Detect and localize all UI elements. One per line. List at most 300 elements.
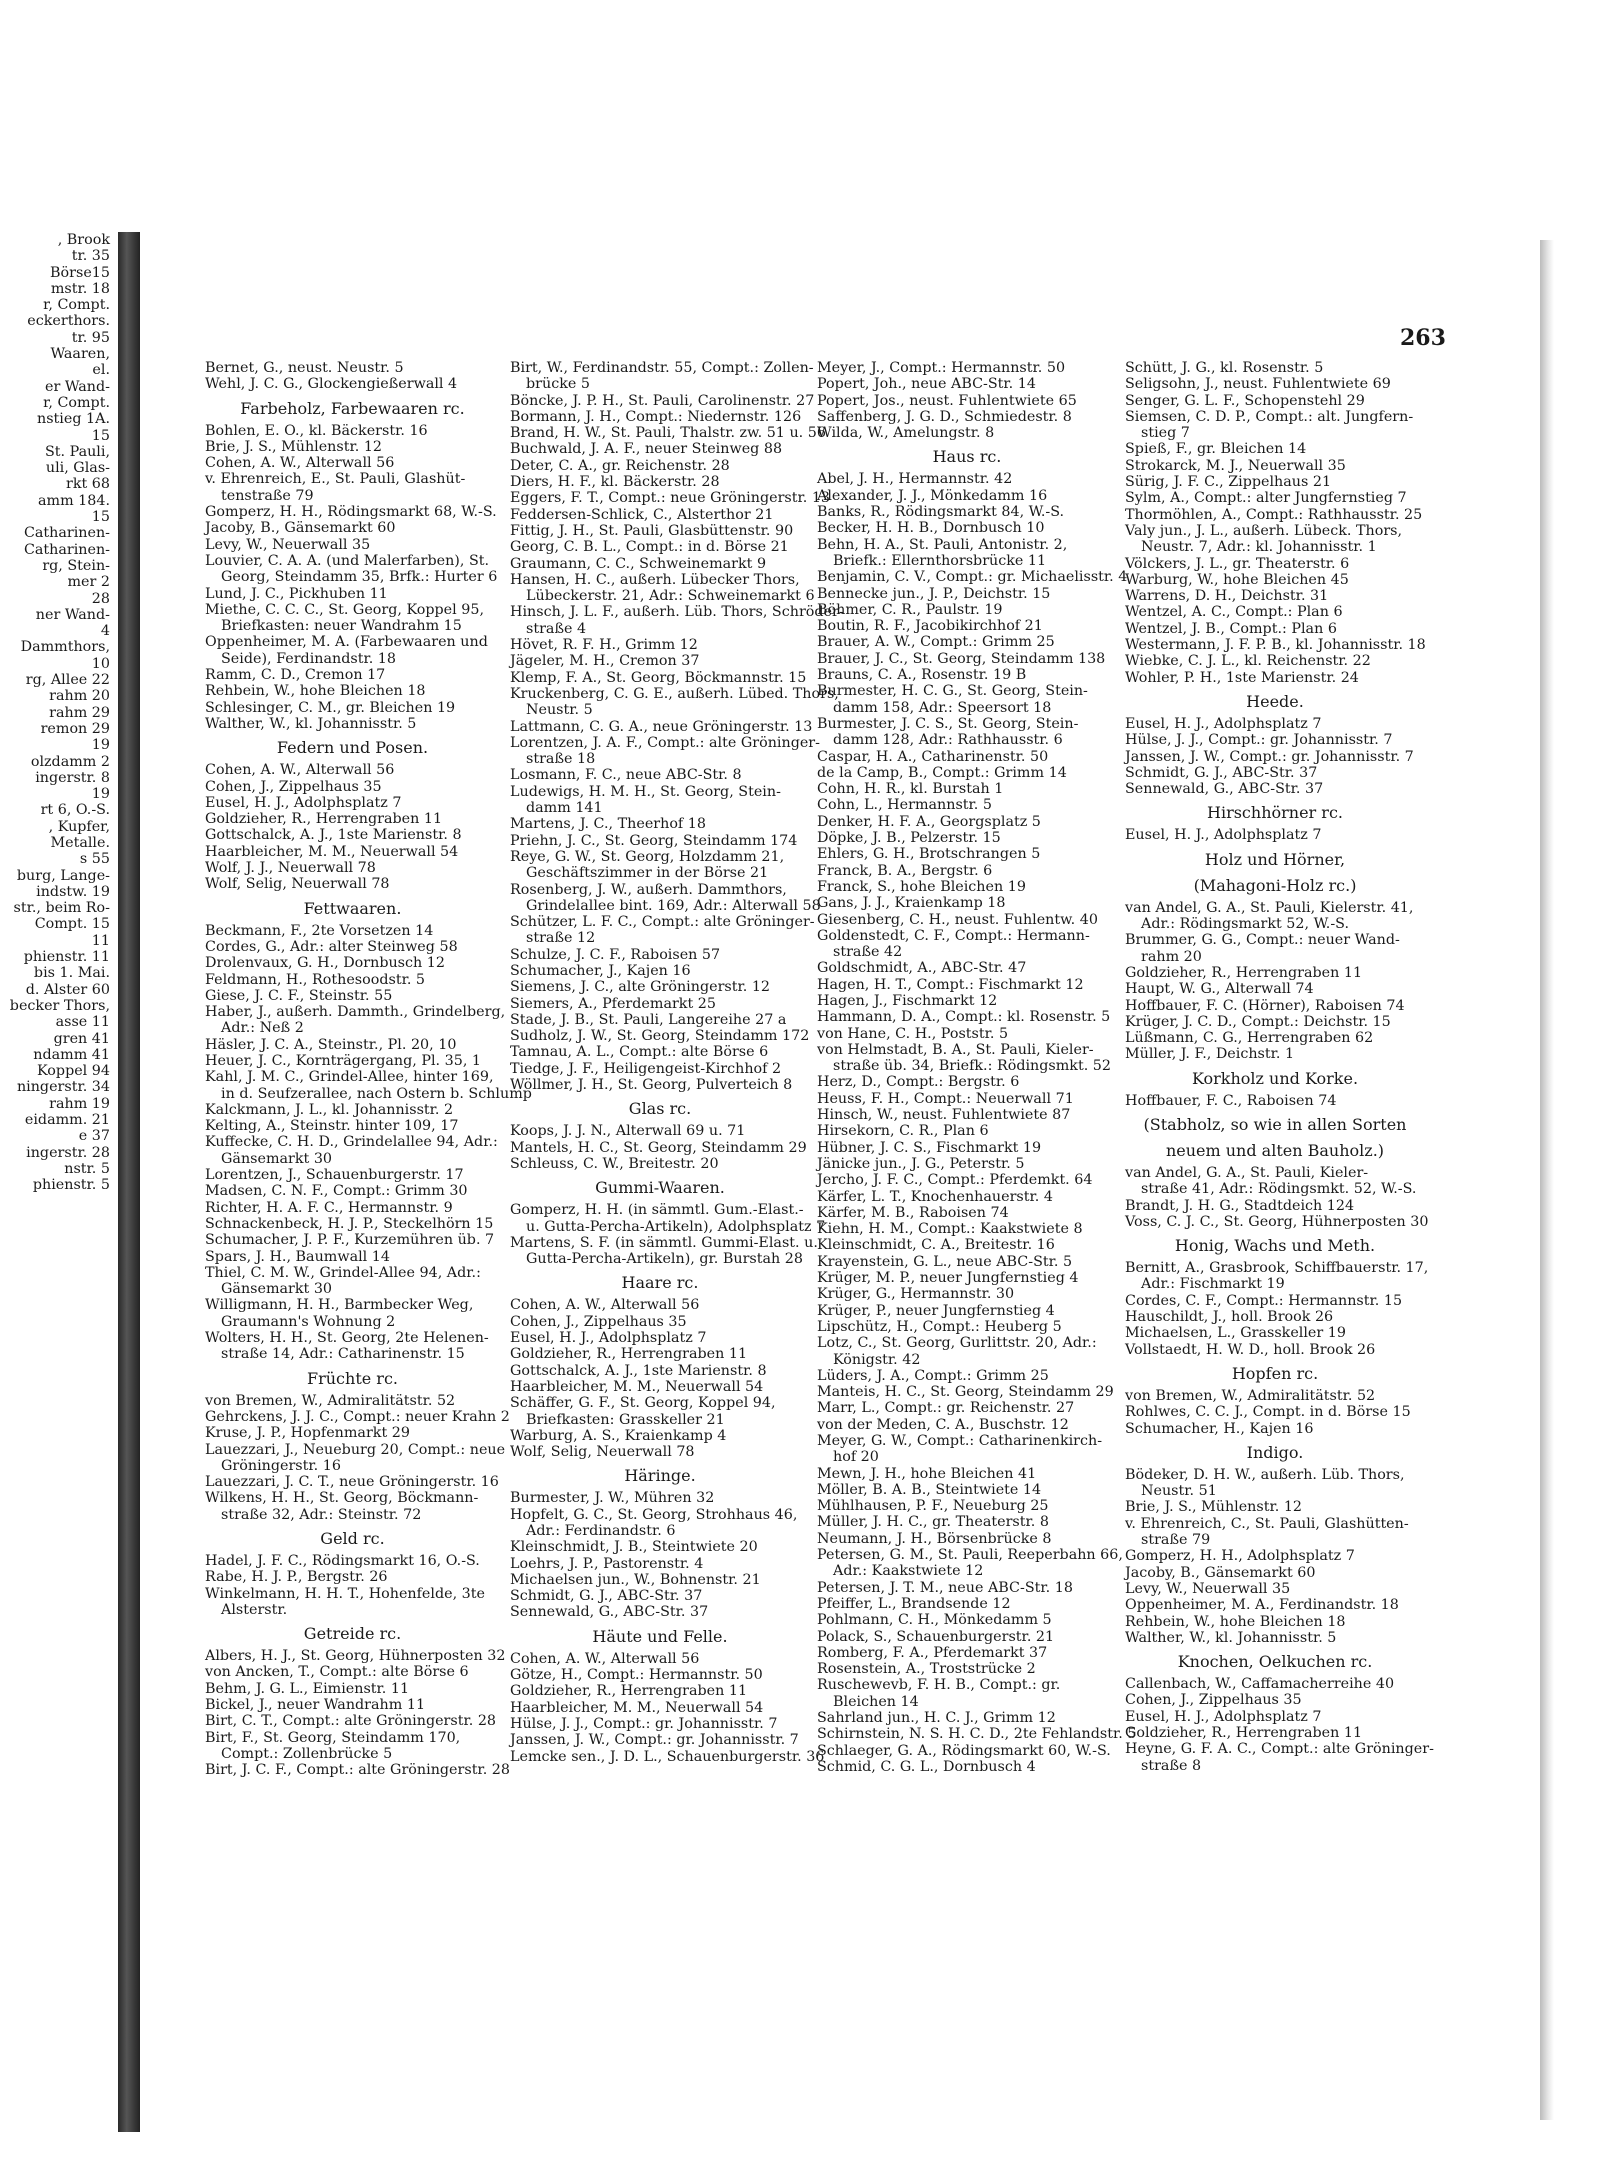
directory-entry: Beckmann, F., 2te Vorsetzen 14 bbox=[205, 922, 434, 939]
fragment-line: 15 bbox=[91, 427, 110, 444]
directory-entry: Cohen, A. W., Alterwall 56 bbox=[205, 762, 395, 779]
directory-entry: straße üb. 34, Briefk.: Rödingsmkt. 52 bbox=[833, 1058, 1112, 1075]
directory-entry: Rosenberg, J. W., außerh. Dammthors, bbox=[510, 881, 787, 898]
fragment-line: nstr. 5 bbox=[64, 1160, 110, 1177]
directory-entry: Ramm, C. D., Cremon 17 bbox=[205, 667, 386, 684]
section-heading: Knochen, Oelkuchen rc. bbox=[1177, 1652, 1373, 1672]
directory-entry: Martens, J. C., Theerhof 18 bbox=[510, 816, 706, 833]
directory-entry: Walther, W., kl. Johannisstr. 5 bbox=[1125, 1629, 1337, 1646]
directory-entry: Krüger, M. P., neuer Jungfernstieg 4 bbox=[817, 1270, 1079, 1287]
directory-entry: Franck, S., hohe Bleichen 19 bbox=[817, 878, 1026, 895]
section-heading: Heede. bbox=[1246, 691, 1304, 711]
directory-entry: Haber, J., außerh. Dammth., Grindelberg, bbox=[205, 1004, 506, 1021]
directory-entry: Warburg, W., hohe Bleichen 45 bbox=[1125, 571, 1349, 588]
directory-entry: Siemers, A., Pferdemarkt 25 bbox=[510, 995, 716, 1012]
fragment-line: mstr. 18 bbox=[50, 280, 110, 297]
directory-entry: Neustr. 51 bbox=[1141, 1483, 1217, 1500]
directory-entry: Krüger, G., Hermannstr. 30 bbox=[817, 1286, 1015, 1303]
directory-entry: Lund, J. C., Pickhuben 11 bbox=[205, 585, 388, 602]
directory-entry: Wolf, J. J., Neuerwall 78 bbox=[205, 860, 376, 877]
directory-entry: Heuer, J. C., Kornträgergang, Pl. 35, 1 bbox=[205, 1052, 482, 1069]
directory-entry: Lorentzen, J., Schauenburgerstr. 17 bbox=[205, 1167, 464, 1184]
fragment-line: bis 1. Mai. bbox=[33, 965, 110, 982]
directory-entry: Cohen, A. W., Alterwall 56 bbox=[510, 1650, 700, 1667]
fragment-line: Catharinen- bbox=[23, 525, 110, 542]
directory-entry: Adr.: Rödingsmarkt 52, W.-S. bbox=[1141, 916, 1349, 933]
directory-entry: Krüger, J. C. D., Compt.: Deichstr. 15 bbox=[1125, 1013, 1391, 1030]
directory-entry: Hauschildt, J., holl. Brook 26 bbox=[1125, 1309, 1334, 1326]
directory-entry: von Helmstadt, B. A., St. Pauli, Kieler- bbox=[817, 1041, 1094, 1058]
directory-entry: von Ancken, T., Compt.: alte Börse 6 bbox=[205, 1664, 469, 1681]
directory-entry: Drolenvaux, G. H., Dornbusch 12 bbox=[205, 955, 445, 972]
directory-entry: Goldzieher, R., Herrengraben 11 bbox=[510, 1346, 748, 1363]
directory-entry: Spieß, F., gr. Bleichen 14 bbox=[1125, 441, 1307, 458]
directory-entry: Brauns, C. A., Rosenstr. 19 B bbox=[817, 667, 1027, 684]
directory-entry: Meyer, J., Compt.: Hermannstr. 50 bbox=[817, 360, 1066, 376]
fragment-line: eidamm. 21 bbox=[24, 1112, 110, 1129]
directory-entry: Grindelallee bint. 169, Adr.: Alterwall 58 bbox=[526, 897, 821, 914]
fragment-line: rg, Allee 22 bbox=[25, 672, 110, 689]
directory-entry: Goldschmidt, A., ABC-Str. 47 bbox=[817, 960, 1027, 977]
directory-entry: Abel, J. H., Hermannstr. 42 bbox=[817, 471, 1013, 488]
directory-entry: Haarbleicher, M. M., Neuerwall 54 bbox=[205, 843, 459, 860]
directory-entry: Eusel, H. J., Adolphsplatz 7 bbox=[205, 794, 402, 811]
directory-entry: Schulze, J. C. F., Raboisen 57 bbox=[510, 946, 721, 963]
directory-entry: Gomperz, H. H., Adolphsplatz 7 bbox=[1125, 1548, 1355, 1565]
fragment-line: 28 bbox=[91, 590, 110, 607]
directory-entry: u. Gutta-Percha-Artikeln), Adolphsplatz 7 bbox=[526, 1218, 826, 1235]
fragment-line: olzdamm 2 bbox=[30, 753, 110, 770]
directory-entry: Rehbein, W., hohe Bleichen 18 bbox=[1125, 1613, 1346, 1630]
directory-entry: Sennewald, G., ABC-Str. 37 bbox=[510, 1604, 709, 1621]
page-number: 263 bbox=[1400, 325, 1446, 351]
fragment-line: ner Wand- bbox=[35, 606, 110, 623]
directory-entry: Banks, R., Rödingsmarkt 84, W.-S. bbox=[817, 504, 1065, 521]
directory-entry: v. Ehrenreich, C., St. Pauli, Glashütten- bbox=[1125, 1515, 1409, 1532]
directory-entry: Adr.: Kaakstwiete 12 bbox=[833, 1563, 984, 1580]
directory-entry: straße 32, Adr.: Steinstr. 72 bbox=[221, 1506, 422, 1523]
directory-entry: Alexander, J. J., Mönkedamm 16 bbox=[817, 487, 1048, 504]
directory-entry: Gans, J. J., Kraienkamp 18 bbox=[817, 895, 1006, 912]
directory-entry: Jacoby, B., Gänsemarkt 60 bbox=[205, 520, 396, 537]
fragment-line: str., beim Ro- bbox=[13, 900, 110, 917]
directory-entry: Brand, H. W., St. Pauli, Thalstr. zw. 51 u. 56 bbox=[510, 425, 826, 442]
directory-entry: hof 20 bbox=[833, 1449, 879, 1466]
directory-entry: Hinsch, W., neust. Fuhlentwiete 87 bbox=[817, 1107, 1071, 1124]
directory-entry: Jänicke jun., J. G., Peterstr. 5 bbox=[817, 1155, 1025, 1172]
directory-entry: Bleichen 14 bbox=[833, 1693, 919, 1710]
directory-entry: Cordes, C. F., Compt.: Hermannstr. 15 bbox=[1125, 1292, 1403, 1309]
directory-entry: Vollstaedt, H. W. D., holl. Brook 26 bbox=[1125, 1341, 1376, 1358]
directory-entry: Bernet, G., neust. Neustr. 5 bbox=[205, 360, 404, 376]
fragment-line: 19 bbox=[91, 786, 110, 803]
directory-entry: Eusel, H. J., Adolphsplatz 7 bbox=[510, 1330, 707, 1347]
directory-entry: Gomperz, H. H. (in sämmtl. Gum.-Elast.- bbox=[510, 1202, 804, 1219]
directory-entry: damm 128, Adr.: Rathhausstr. 6 bbox=[833, 732, 1063, 749]
directory-entry: Michaelsen, L., Grasskeller 19 bbox=[1125, 1325, 1346, 1342]
directory-entry: Eggers, F. T., Compt.: neue Gröningerstr. 13 bbox=[510, 490, 831, 507]
directory-entry: Tamnau, A. L., Compt.: alte Börse 6 bbox=[510, 1044, 769, 1061]
fragment-line: phienstr. 5 bbox=[32, 1177, 110, 1194]
directory-entry: Brauer, A. W., Compt.: Grimm 25 bbox=[817, 634, 1055, 651]
directory-entry: straße 18 bbox=[526, 751, 596, 768]
directory-entry: Behn, H. A., St. Pauli, Antonistr. 2, bbox=[817, 536, 1068, 553]
directory-entry: Petersen, J. T. M., neue ABC-Str. 18 bbox=[817, 1579, 1073, 1596]
directory-entry: Häsler, J. C. A., Steinstr., Pl. 20, 10 bbox=[205, 1036, 457, 1053]
fragment-line: 4 bbox=[100, 623, 110, 640]
directory-entry: Hoffbauer, F. C. (Hörner), Raboisen 74 bbox=[1125, 997, 1405, 1014]
directory-entry: Compt.: Zollenbrücke 5 bbox=[221, 1745, 393, 1762]
directory-entry: Neumann, J. H., Börsenbrücke 8 bbox=[817, 1530, 1052, 1547]
directory-entry: Jacoby, B., Gänsemarkt 60 bbox=[1125, 1564, 1316, 1581]
directory-entry: Burmester, H. C. G., St. Georg, Stein- bbox=[817, 683, 1088, 700]
directory-entry: Gänsemarkt 30 bbox=[221, 1281, 333, 1298]
directory-entry: Lauezzari, J., Neueburg 20, Compt.: neue bbox=[205, 1441, 506, 1458]
directory-entry: Gomperz, H. H., Rödingsmarkt 68, W.-S. bbox=[205, 504, 497, 521]
section-heading: Früchte rc. bbox=[307, 1368, 398, 1388]
directory-entry: Madsen, C. N. F., Compt.: Grimm 30 bbox=[205, 1183, 468, 1200]
directory-entry: Westermann, J. F. P. B., kl. Johannisstr. 18 bbox=[1125, 637, 1426, 654]
fragment-line: er Wand- bbox=[44, 378, 110, 395]
directory-entry: Kalckmann, J. L., kl. Johannisstr. 2 bbox=[205, 1101, 454, 1118]
directory-entry: Seide), Ferdinandstr. 18 bbox=[221, 650, 396, 667]
directory-entry: Alsterstr. bbox=[221, 1601, 288, 1618]
directory-entry: Goldzieher, R., Herrengraben 11 bbox=[1125, 1725, 1363, 1741]
directory-entry: Wiebke, C. J. L., kl. Reichenstr. 22 bbox=[1125, 653, 1371, 670]
fragment-line: phienstr. 11 bbox=[23, 949, 110, 966]
fragment-line: ingerstr. 28 bbox=[26, 1144, 110, 1161]
directory-entry: Schumacher, J. P. F., Kurzemühren üb. 7 bbox=[205, 1232, 495, 1249]
fragment-line: , Brook bbox=[57, 232, 110, 248]
fragment-line: rahm 19 bbox=[49, 1095, 110, 1112]
directory-entry: Warrens, D. H., Deichstr. 31 bbox=[1125, 588, 1329, 605]
directory-entry: Lübeckerstr. 21, Adr.: Schweinemarkt 6 bbox=[526, 588, 815, 605]
fragment-line: gren 41 bbox=[53, 1030, 110, 1047]
directory-entry: Haarbleicher, M. M., Neuerwall 54 bbox=[510, 1699, 764, 1716]
directory-entry: Königstr. 42 bbox=[833, 1351, 921, 1368]
directory-entry: Briefk.: Ellernthorsbrücke 11 bbox=[833, 552, 1047, 569]
directory-entry: Goldzieher, R., Herrengraben 11 bbox=[1125, 964, 1363, 981]
fragment-line: 15 bbox=[91, 509, 110, 526]
directory-entry: Gänsemarkt 30 bbox=[221, 1150, 333, 1167]
directory-entry: Seligsohn, J., neust. Fuhlentwiete 69 bbox=[1125, 376, 1391, 393]
directory-entry: Lipschütz, H., Compt.: Heuberg 5 bbox=[817, 1318, 1062, 1335]
directory-entry: von der Meden, C. A., Buschstr. 12 bbox=[817, 1416, 1069, 1433]
fragment-line: burg, Lange- bbox=[16, 867, 110, 884]
directory-entry: Miethe, C. C. C., St. Georg, Koppel 95, bbox=[205, 601, 484, 618]
directory-entry: Klemp, F. A., St. Georg, Böckmannstr. 15 bbox=[510, 669, 807, 686]
directory-entry: Mewn, J. H., hohe Bleichen 41 bbox=[817, 1465, 1037, 1482]
directory-entry: Birt, C. T., Compt.: alte Gröningerstr. 28 bbox=[205, 1713, 497, 1730]
fragment-line: s 55 bbox=[79, 851, 110, 868]
fragment-line: Compt. 15 bbox=[34, 916, 110, 933]
fragment-line: St. Pauli, bbox=[44, 443, 110, 460]
directory-entry: Loehrs, J. P., Pastorenstr. 4 bbox=[510, 1555, 704, 1572]
directory-entry: Cohen, A. W., Alterwall 56 bbox=[510, 1297, 700, 1314]
directory-entry: Schumacher, H., Kajen 16 bbox=[1125, 1420, 1314, 1437]
directory-entry: Siemsen, C. D. P., Compt.: alt. Jungfern- bbox=[1125, 408, 1414, 425]
directory-entry: Ludewigs, H. M. H., St. Georg, Stein- bbox=[510, 783, 781, 800]
directory-entry: von Bremen, W., Admiralitätstr. 52 bbox=[1125, 1387, 1376, 1404]
directory-entry: Siemens, J. C., alte Gröningerstr. 12 bbox=[510, 979, 771, 996]
directory-entry: Graumann's Wohnung 2 bbox=[221, 1313, 396, 1330]
fragment-line: Catharinen- bbox=[23, 541, 110, 558]
directory-entry: Giese, J. C. F., Steinstr. 55 bbox=[205, 987, 393, 1004]
directory-entry: Hoffbauer, F. C., Raboisen 74 bbox=[1125, 1092, 1337, 1109]
directory-entry: Birt, F., St. Georg, Steindamm 170, bbox=[205, 1729, 461, 1746]
directory-entry: straße 79 bbox=[1141, 1532, 1211, 1549]
directory-entry: Heuss, F. H., Compt.: Neuerwall 71 bbox=[817, 1090, 1074, 1107]
directory-entry: Bickel, J., neuer Wandrahm 11 bbox=[205, 1697, 426, 1714]
directory-entry: straße 8 bbox=[1141, 1757, 1202, 1774]
directory-entry: Haupt, W. G., Alterwall 74 bbox=[1125, 981, 1314, 998]
directory-entry: Goldzieher, R., Herrengraben 11 bbox=[205, 811, 443, 828]
directory-entry: Lorentzen, J. A. F., Compt.: alte Gröninger- bbox=[510, 734, 820, 751]
directory-entry: Bödeker, D. H. W., außerh. Lüb. Thors, bbox=[1125, 1466, 1405, 1483]
directory-entry: Eusel, H. J., Adolphsplatz 7 bbox=[1125, 1708, 1322, 1725]
directory-entry: Cohen, A. W., Alterwall 56 bbox=[205, 455, 395, 472]
directory-entry: Oppenheimer, M. A., Ferdinandstr. 18 bbox=[1125, 1597, 1399, 1614]
directory-entry: Winkelmann, H. H. T., Hohenfelde, 3te bbox=[205, 1585, 485, 1602]
directory-entry: Wilda, W., Amelungstr. 8 bbox=[817, 425, 995, 442]
directory-entry: Hagen, H. T., Compt.: Fischmarkt 12 bbox=[817, 976, 1084, 993]
directory-entry: Hadel, J. F. C., Rödingsmarkt 16, O.-S. bbox=[205, 1553, 480, 1569]
directory-entry: Walther, W., kl. Johannisstr. 5 bbox=[205, 715, 417, 732]
fragment-line: mer 2 bbox=[67, 574, 110, 591]
directory-entry: Schmid, C. G. L., Dornbusch 4 bbox=[817, 1758, 1036, 1775]
directory-entry: van Andel, G. A., St. Pauli, Kielerstr. 41, bbox=[1125, 899, 1414, 916]
directory-entry: Caspar, H. A., Catharinenstr. 50 bbox=[817, 748, 1049, 765]
directory-entry: straße 12 bbox=[526, 930, 596, 947]
directory-entry: Bernitt, A., Grasbrook, Schiffbauerstr. 17, bbox=[1125, 1260, 1429, 1277]
previous-page-column bbox=[0, 232, 110, 1194]
directory-entry: stieg 7 bbox=[1141, 425, 1190, 442]
directory-entry: Schmidt, G. J., ABC-Str. 37 bbox=[1125, 764, 1318, 781]
directory-entry: Reye, G. W., St. Georg, Holzdamm 21, bbox=[510, 848, 785, 865]
directory-entry: Kiehn, H. M., Compt.: Kaakstwiete 8 bbox=[817, 1221, 1083, 1238]
directory-entry: Brummer, G. G., Compt.: neuer Wand- bbox=[1125, 932, 1400, 949]
directory-entry: straße 42 bbox=[833, 944, 903, 961]
directory-entry: Warburg, A. S., Kraienkamp 4 bbox=[510, 1427, 727, 1444]
directory-entry: Diers, H. F., kl. Bäckerstr. 28 bbox=[510, 474, 720, 491]
directory-entry: Franck, B. A., Bergstr. 6 bbox=[817, 862, 993, 879]
directory-entry: Brauer, J. C., St. Georg, Steindamm 138 bbox=[817, 650, 1106, 667]
fragment-line: rkt 68 bbox=[66, 476, 110, 493]
directory-entry: Haarbleicher, M. M., Neuerwall 54 bbox=[510, 1378, 764, 1395]
directory-entry: Burmester, J. C. S., St. Georg, Stein- bbox=[817, 715, 1079, 732]
directory-entry: Petersen, G. M., St. Pauli, Reeperbahn 66, bbox=[817, 1547, 1123, 1564]
directory-entry: Schleuss, C. W., Breitestr. 20 bbox=[510, 1155, 719, 1172]
directory-entry: Schumacher, J., Kajen 16 bbox=[510, 962, 691, 979]
fragment-line: 10 bbox=[91, 655, 110, 672]
directory-entry: Wohler, P. H., 1ste Marienstr. 24 bbox=[1125, 669, 1359, 686]
directory-entry: Callenbach, W., Caffamacherreihe 40 bbox=[1125, 1676, 1395, 1693]
section-heading: Fettwaaren. bbox=[303, 898, 402, 918]
fragment-line: Börse15 bbox=[50, 264, 110, 281]
directory-entry: Wehl, J. C. G., Glockengießerwall 4 bbox=[205, 376, 458, 393]
directory-entry: Koops, J. J. N., Alterwall 69 u. 71 bbox=[510, 1123, 746, 1140]
fragment-line: tr. 35 bbox=[71, 248, 110, 265]
directory-entry: Lüßmann, C. G., Herrengraben 62 bbox=[1125, 1030, 1374, 1047]
directory-entry: Cohen, J., Zippelhaus 35 bbox=[1125, 1692, 1302, 1709]
directory-entry: tenstraße 79 bbox=[221, 487, 314, 504]
directory-entry: Kleinschmidt, J. B., Steintwiete 20 bbox=[510, 1539, 758, 1556]
directory-entry: Brie, J. S., Mühlenstr. 12 bbox=[205, 438, 383, 455]
directory-entry: Sudholz, J. W., St. Georg, Steindamm 172 bbox=[510, 1028, 810, 1045]
directory-entry: Kärfer, L. T., Knochenhauerstr. 4 bbox=[817, 1188, 1053, 1205]
directory-entry: Stade, J. B., St. Pauli, Langereihe 27 a bbox=[510, 1011, 787, 1028]
directory-entry: Benjamin, C. V., Compt.: gr. Michaelisstr. 4 bbox=[817, 569, 1128, 586]
column-1 bbox=[205, 360, 532, 1779]
directory-entry: Völckers, J. L., gr. Theaterstr. 6 bbox=[1125, 555, 1350, 572]
section-heading: Geld rc. bbox=[320, 1529, 385, 1548]
directory-entry: Kruckenberg, C. G. E., außerh. Lübed. Thors, bbox=[510, 685, 839, 702]
directory-entry: Gehrckens, J. J. C., Compt.: neuer Krahn 2 bbox=[205, 1408, 510, 1425]
fragment-line: uli, Glas- bbox=[45, 460, 110, 477]
directory-entry: Schirnstein, N. S. H. C. D., 2te Fehlandstr. 5 bbox=[817, 1726, 1137, 1743]
directory-entry: Jägeler, M. H., Cremon 37 bbox=[510, 653, 700, 670]
page-edge bbox=[1540, 240, 1554, 2120]
directory-entry: Briefkasten: Grasskeller 21 bbox=[526, 1411, 725, 1428]
directory-entry: Hülse, J. J., Compt.: gr. Johannisstr. 7 bbox=[510, 1715, 778, 1732]
directory-entry: rahm 20 bbox=[1141, 948, 1202, 965]
directory-entry: Döpke, J. B., Pelzerstr. 15 bbox=[817, 830, 1001, 847]
directory-entry: Albers, H. J., St. Georg, Hühnerposten 32 bbox=[205, 1648, 506, 1665]
section-heading: Hirschhörner rc. bbox=[1207, 803, 1343, 823]
directory-entry: Möller, B. A. B., Steintwiete 14 bbox=[817, 1481, 1042, 1498]
directory-entry: Denker, H. F. A., Georgsplatz 5 bbox=[817, 813, 1041, 830]
directory-entry: v. Ehrenreich, E., St. Pauli, Glashüt- bbox=[205, 471, 466, 488]
directory-entry: Feldmann, H., Rothesoodstr. 5 bbox=[205, 971, 426, 988]
section-heading: Korkholz und Korke. bbox=[1191, 1068, 1359, 1088]
section-heading: Honig, Wachs und Meth. bbox=[1174, 1236, 1376, 1256]
directory-entry: Rabe, H. J. P., Bergstr. 26 bbox=[205, 1569, 388, 1586]
directory-entry: Pohlmann, C. H., Mönkedamm 5 bbox=[817, 1612, 1052, 1629]
directory-entry: Gottschalck, A. J., 1ste Marienstr. 8 bbox=[205, 827, 462, 844]
fragment-line: Koppel 94 bbox=[37, 1063, 110, 1080]
directory-entry: Thormöhlen, A., Compt.: Rathhausstr. 25 bbox=[1125, 506, 1423, 523]
directory-entry: Briefkasten: neuer Wandrahm 15 bbox=[221, 618, 462, 635]
directory-entry: Krüger, P., neuer Jungfernstieg 4 bbox=[817, 1302, 1055, 1319]
directory-entry: Götze, H., Compt.: Hermannstr. 50 bbox=[510, 1667, 763, 1684]
section-heading: Gummi-Waaren. bbox=[595, 1178, 725, 1198]
fragment-line: 19 bbox=[91, 737, 110, 754]
directory-entry: Pfeiffer, L., Brandsende 12 bbox=[817, 1595, 1011, 1612]
directory-entry: von Bremen, W., Admiralitätstr. 52 bbox=[205, 1392, 456, 1409]
directory-entry: Marr, L., Compt.: gr. Reichenstr. 27 bbox=[817, 1400, 1075, 1417]
book-gutter bbox=[118, 232, 140, 2132]
directory-entry: Kärfer, M. B., Raboisen 74 bbox=[817, 1204, 1009, 1221]
fragment-line: r, Compt. bbox=[43, 394, 110, 411]
directory-entry: Bohlen, E. O., kl. Bäckerstr. 16 bbox=[205, 422, 428, 439]
directory-entry: Adr.: Fischmarkt 19 bbox=[1141, 1276, 1285, 1293]
directory-entry: Senger, G. L. F., Schopenstehl 29 bbox=[1125, 392, 1365, 409]
directory-entry: Romberg, F. A., Pferdemarkt 37 bbox=[817, 1644, 1048, 1661]
directory-entry: van Andel, G. A., St. Pauli, Kieler- bbox=[1125, 1164, 1369, 1181]
directory-entry: Herz, D., Compt.: Bergstr. 6 bbox=[817, 1074, 1020, 1091]
directory-entry: Hirsekorn, C. R., Plan 6 bbox=[817, 1123, 989, 1140]
directory-entry: Manteis, H. C., St. Georg, Steindamm 29 bbox=[817, 1384, 1114, 1401]
directory-entry: Burmester, J. W., Mühren 32 bbox=[510, 1490, 715, 1507]
directory-entry: Neustr. 5 bbox=[526, 702, 593, 719]
directory-entry: Kelting, A., Steinstr. hinter 109, 17 bbox=[205, 1118, 459, 1135]
section-heading: Häringe. bbox=[624, 1466, 696, 1486]
directory-entry: Gutta-Percha-Artikeln), gr. Burstah 28 bbox=[526, 1251, 803, 1268]
fragment-line: d. Alster 60 bbox=[25, 981, 110, 998]
directory-entry: Kleinschmidt, C. A., Breitestr. 16 bbox=[817, 1237, 1055, 1254]
directory-entry: Saffenberg, J. G. D., Schmiedestr. 8 bbox=[817, 408, 1072, 425]
directory-entry: Lemcke sen., J. D. L., Schauenburgerstr. 36 bbox=[510, 1748, 825, 1765]
directory-entry: Hagen, J., Fischmarkt 12 bbox=[817, 992, 998, 1009]
directory-entry: Priehn, J. C., St. Georg, Steindamm 174 bbox=[510, 832, 798, 849]
fragment-line: rahm 29 bbox=[49, 704, 110, 721]
directory-entry: Eusel, H. J., Adolphsplatz 7 bbox=[1125, 827, 1322, 844]
fragment-line: Waaren, bbox=[50, 346, 110, 363]
directory-entry: Hopfelt, G. C., St. Georg, Strohhaus 46, bbox=[510, 1506, 798, 1523]
directory-entry: Buchwald, J. A. F., neuer Steinweg 88 bbox=[510, 441, 783, 458]
directory-entry: Cordes, G., Adr.: alter Steinweg 58 bbox=[205, 938, 458, 955]
directory-entry: Böncke, J. P. H., St. Pauli, Carolinenstr. 27 bbox=[510, 392, 815, 409]
directory-entry: Thiel, C. M. W., Grindel-Allee 94, Adr.: bbox=[205, 1264, 481, 1281]
directory-entry: Polack, S., Schauenburgerstr. 21 bbox=[817, 1628, 1055, 1645]
directory-entry: Goldzieher, R., Herrengraben 11 bbox=[510, 1683, 748, 1700]
section-heading: Getreide rc. bbox=[303, 1624, 402, 1644]
fragment-line: Dammthors, bbox=[20, 639, 110, 656]
directory-entry: Sennewald, G., ABC-Str. 37 bbox=[1125, 781, 1324, 798]
fragment-line: Metalle. bbox=[50, 834, 110, 851]
directory-entry: Goldenstedt, C. F., Compt.: Hermann- bbox=[817, 927, 1090, 944]
section-heading: (Stabholz, so wie in allen Sorten bbox=[1143, 1114, 1407, 1134]
fragment-line: indstw. 19 bbox=[36, 883, 110, 900]
section-heading: neuem und alten Bauholz.) bbox=[1165, 1140, 1385, 1160]
directory-entry: Hövet, R. F. H., Grimm 12 bbox=[510, 637, 698, 654]
directory-entry: Wolf, Selig, Neuerwall 78 bbox=[205, 876, 390, 893]
fragment-line: e 37 bbox=[78, 1128, 110, 1145]
directory-entry: Adr.: Ferdinandstr. 6 bbox=[526, 1523, 676, 1539]
directory-entry: Louvier, C. A. A. (und Malerfarben), St. bbox=[205, 552, 490, 569]
directory-entry: Levy, W., Neuerwall 35 bbox=[205, 536, 371, 553]
directory-entry: Boutin, R. F., Jacobikirchhof 21 bbox=[817, 618, 1043, 635]
directory-entry: Giesenberg, C. H., neust. Fuhlentw. 40 bbox=[817, 911, 1098, 928]
directory-entry: in d. Seufzerallee, nach Ostern b. Schlump bbox=[221, 1085, 532, 1102]
directory-entry: Ruschewevb, F. H. B., Compt.: gr. bbox=[817, 1677, 1061, 1694]
directory-entry: Deter, C. A., gr. Reichenstr. 28 bbox=[510, 457, 730, 474]
directory-entry: Eusel, H. J., Adolphsplatz 7 bbox=[1125, 715, 1322, 732]
previous-page-fragment bbox=[0, 232, 118, 2132]
directory-entry: Schäffer, G. F., St. Georg, Koppel 94, bbox=[510, 1395, 776, 1412]
directory-entry: von Hane, C. H., Poststr. 5 bbox=[817, 1025, 1009, 1042]
directory-entry: Gottschalck, A. J., 1ste Marienstr. 8 bbox=[510, 1362, 767, 1379]
directory-entry: Mantels, H. C., St. Georg, Steindamm 29 bbox=[510, 1139, 807, 1156]
directory-entry: straße 41, Adr.: Rödingsmkt. 52, W.-S. bbox=[1141, 1181, 1417, 1198]
directory-entry: Kuffecke, C. H. D., Grindelallee 94, Adr.: bbox=[205, 1134, 498, 1151]
directory-entry: Mühlhausen, P. F., Neueburg 25 bbox=[817, 1498, 1049, 1515]
directory-entry: Sürig, J. F. C., Zippelhaus 21 bbox=[1125, 474, 1332, 491]
directory-entry: Lattmann, C. G. A., neue Gröningerstr. 13 bbox=[510, 718, 813, 735]
section-heading: Holz und Hörner, bbox=[1204, 849, 1346, 869]
directory-entry: Sahrland jun., H. C. J., Grimm 12 bbox=[817, 1710, 1056, 1727]
directory-entry: Sylm, A., Compt.: alter Jungfernstieg 7 bbox=[1125, 490, 1407, 507]
section-heading: Haare rc. bbox=[621, 1273, 699, 1293]
directory-entry: Martens, S. F. (in sämmtl. Gummi-Elast. u. bbox=[510, 1234, 818, 1251]
section-heading: Farbeholz, Farbewaaren rc. bbox=[240, 398, 465, 418]
directory-entry: Brie, J. S., Mühlenstr. 12 bbox=[1125, 1499, 1303, 1516]
directory-entry: Kahl, J. M. C., Grindel-Allee, hinter 169, bbox=[205, 1069, 494, 1086]
section-heading: Hopfen rc. bbox=[1231, 1363, 1319, 1383]
directory-entry: Schlesinger, C. M., gr. Bleichen 19 bbox=[205, 699, 456, 716]
directory-entry: Jercho, J. F. C., Compt.: Pferdemkt. 64 bbox=[817, 1172, 1093, 1189]
fragment-line: rg, Stein- bbox=[42, 557, 110, 574]
